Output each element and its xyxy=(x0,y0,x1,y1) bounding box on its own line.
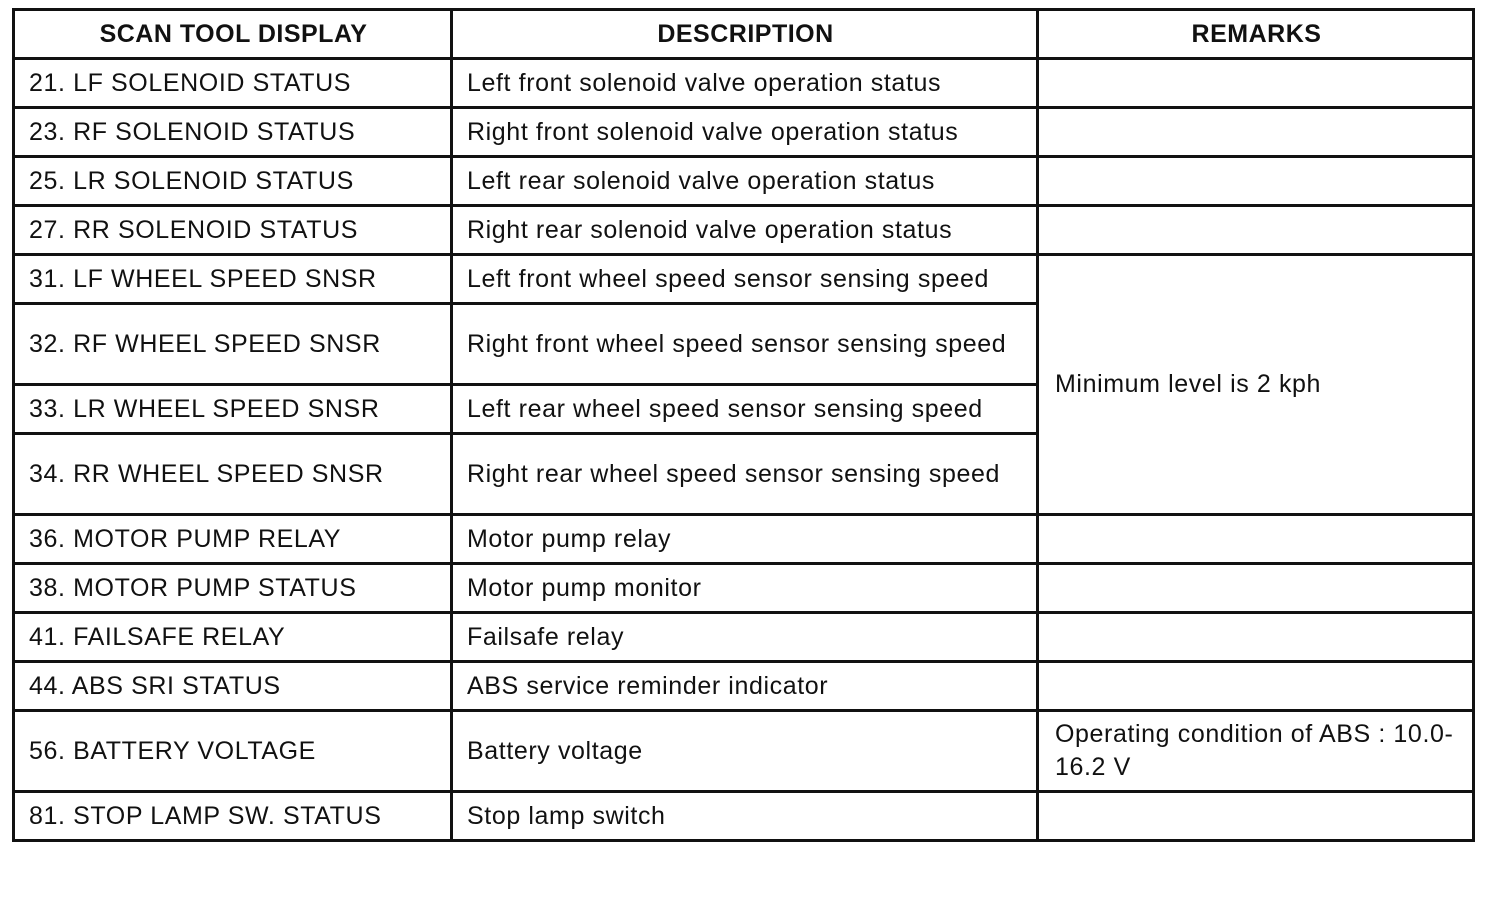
display-cell: 23. RF SOLENOID STATUS xyxy=(14,108,452,157)
table-row xyxy=(14,515,1474,564)
description-cell: Right rear wheel speed sensor sensing speed xyxy=(452,434,1038,515)
description-cell: Right rear solenoid valve operation status xyxy=(452,206,1038,255)
description-cell: Motor pump monitor xyxy=(452,564,1038,613)
description-cell: Failsafe relay xyxy=(452,613,1038,662)
table-row xyxy=(14,108,1474,157)
table-row xyxy=(14,711,1474,792)
table-row xyxy=(14,157,1474,206)
display-cell: 41. FAILSAFE RELAY xyxy=(14,613,452,662)
display-cell: 38. MOTOR PUMP STATUS xyxy=(14,564,452,613)
display-cell: 56. BATTERY VOLTAGE xyxy=(14,711,452,792)
description-cell: Stop lamp switch xyxy=(452,792,1038,841)
remarks-cell xyxy=(1038,564,1474,613)
description-cell: ABS service reminder indicator xyxy=(452,662,1038,711)
description-cell: Left front solenoid valve operation status xyxy=(452,59,1038,108)
remarks-cell xyxy=(1038,613,1474,662)
display-cell: 27. RR SOLENOID STATUS xyxy=(14,206,452,255)
table-header-row xyxy=(14,10,1474,59)
description-cell: Left front wheel speed sensor sensing speed xyxy=(452,255,1038,304)
description-cell: Motor pump relay xyxy=(452,515,1038,564)
table-row xyxy=(14,255,1474,304)
table-row xyxy=(14,662,1474,711)
display-cell: 31. LF WHEEL SPEED SNSR xyxy=(14,255,452,304)
remarks-cell: Operating condition of ABS : 10.0-16.2 V xyxy=(1038,711,1474,792)
display-cell: 81. STOP LAMP SW. STATUS xyxy=(14,792,452,841)
description-cell: Right front wheel speed sensor sensing speed xyxy=(452,304,1038,385)
description-cell: Left rear wheel speed sensor sensing speed xyxy=(452,385,1038,434)
header-description: DESCRIPTION xyxy=(452,10,1038,59)
remarks-cell xyxy=(1038,662,1474,711)
display-cell: 36. MOTOR PUMP RELAY xyxy=(14,515,452,564)
table-row xyxy=(14,613,1474,662)
remarks-cell xyxy=(1038,108,1474,157)
description-cell: Right front solenoid valve operation status xyxy=(452,108,1038,157)
display-cell: 25. LR SOLENOID STATUS xyxy=(14,157,452,206)
table-row xyxy=(14,792,1474,841)
description-cell: Battery voltage xyxy=(452,711,1038,792)
display-cell: 32. RF WHEEL SPEED SNSR xyxy=(14,304,452,385)
remarks-cell xyxy=(1038,206,1474,255)
description-cell: Left rear solenoid valve operation status xyxy=(452,157,1038,206)
display-cell: 21. LF SOLENOID STATUS xyxy=(14,59,452,108)
table-row xyxy=(14,59,1474,108)
remarks-cell xyxy=(1038,157,1474,206)
scan-tool-table-container xyxy=(12,8,1472,842)
remarks-cell xyxy=(1038,59,1474,108)
remarks-cell xyxy=(1038,792,1474,841)
display-cell: 34. RR WHEEL SPEED SNSR xyxy=(14,434,452,515)
display-cell: 33. LR WHEEL SPEED SNSR xyxy=(14,385,452,434)
table-row xyxy=(14,206,1474,255)
remarks-cell xyxy=(1038,515,1474,564)
header-scan-tool-display: SCAN TOOL DISPLAY xyxy=(14,10,452,59)
scan-tool-table xyxy=(12,8,1475,842)
display-cell: 44. ABS SRI STATUS xyxy=(14,662,452,711)
table-row xyxy=(14,564,1474,613)
header-remarks: REMARKS xyxy=(1038,10,1474,59)
remarks-cell-merged: Minimum level is 2 kph xyxy=(1038,255,1474,515)
